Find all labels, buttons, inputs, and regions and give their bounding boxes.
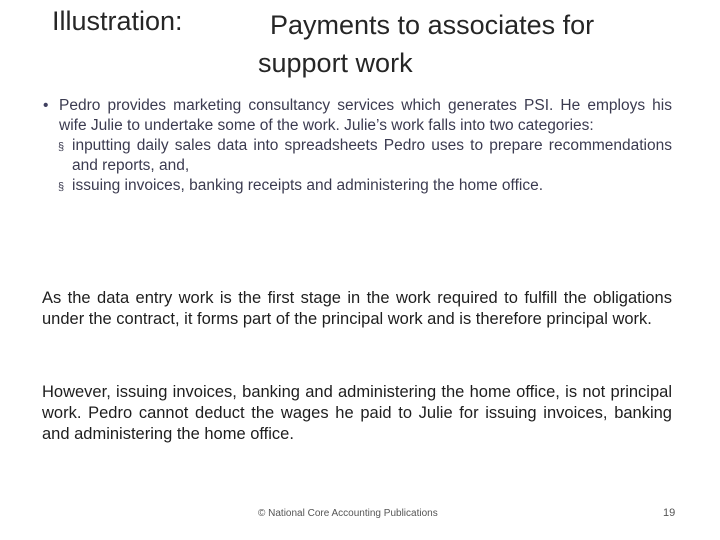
title-label: Illustration: [52, 6, 183, 36]
bullet-list [40, 96, 672, 196]
slide-title [258, 6, 698, 82]
bullet-text: Pedro provides marketing consultancy services which generates PSI. He employs his wife Julie to undertake some of the work. Julie’s work falls into two categories: [59, 97, 672, 134]
sub-bullet-text: inputting daily sales data into spreadsheets Pedro uses to prepare recommendations and reports, and, [72, 137, 672, 174]
bullet-item [40, 96, 672, 136]
paragraph-principal-work: As the data entry work is the first stage in the work required to fulfill the obligations under the contract, it forms part of the principal work and is therefore principal work. [42, 289, 672, 328]
page-number: 19 [663, 507, 676, 519]
section-sign-icon: § [58, 181, 65, 193]
sub-bullet-text: issuing invoices, banking receipts and administering the home office. [72, 177, 544, 194]
slide-title-line-2: support work [258, 48, 413, 78]
sub-bullet-item [40, 136, 672, 176]
sub-bullet-item [40, 176, 672, 196]
section-sign-icon: § [58, 141, 65, 153]
bullet-dot-icon: • [43, 97, 49, 114]
slide-title-line-1: Payments to associates for [270, 10, 595, 40]
footer-copyright: © National Core Accounting Publications [258, 508, 438, 519]
paragraph-not-principal-work: However, issuing invoices, banking and administering the home office, is not principal work. Pedro cannot deduct the wages he paid to Julie for issuing invoices, banking and administering the home office. [42, 383, 672, 443]
